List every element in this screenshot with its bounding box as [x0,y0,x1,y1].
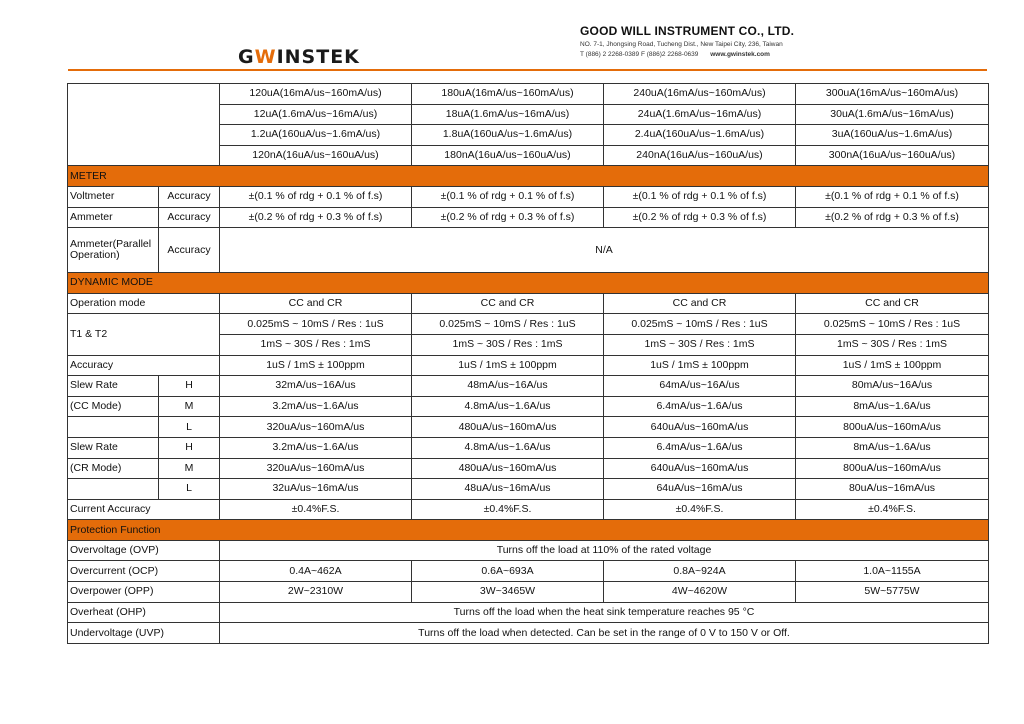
table-row [68,293,989,314]
range-label: L [159,479,220,500]
table-cell: 0.025mS ~ 10mS / Res : 1uS [412,314,604,335]
table-cell: Turns off the load when detected. Can be set in the range of 0 V to 150 V or Off. [220,623,989,644]
range-label: M [159,458,220,479]
section-title: Protection Function [68,520,989,541]
table-cell: 320uA/us~160mA/us [220,417,412,438]
row-label-empty [68,417,159,438]
row-label: Slew Rate [68,376,159,397]
table-cell: 320uA/us~160mA/us [220,458,412,479]
row-label: Accuracy [68,355,220,376]
row-label: Overpower (OPP) [68,582,220,603]
table-cell: ±0.4%F.S. [796,499,989,520]
table-cell: 1mS ~ 30S / Res : 1mS [604,334,796,355]
section-header-meter [68,166,989,187]
table-cell: 48mA/us~16A/us [412,376,604,397]
table-row [68,623,989,644]
table-cell: ±0.4%F.S. [412,499,604,520]
row-sublabel: Accuracy [159,207,220,228]
row-label: Current Accuracy [68,499,220,520]
table-cell: ±(0.1 % of rdg + 0.1 % of f.s) [604,186,796,207]
table-row [68,376,989,397]
table-cell: 300nA(16uA/us~160uA/us) [796,145,989,166]
row-sublabel: Accuracy [159,186,220,207]
row-label: Ammeter(Parallel Operation) [68,228,159,273]
table-cell: 12uA(1.6mA/us~16mA/us) [220,104,412,125]
section-header-protection [68,520,989,541]
table-row [68,602,989,623]
table-cell: 120uA(16mA/us~160mA/us) [220,84,412,105]
table-row [68,186,989,207]
table-cell: Turns off the load at 110% of the rated voltage [220,540,989,561]
table-cell: CC and CR [220,293,412,314]
table-cell: 80mA/us~16A/us [796,376,989,397]
table-cell: ±(0.1 % of rdg + 0.1 % of f.s) [220,186,412,207]
section-title: METER [68,166,989,187]
company-contact [580,51,1000,58]
table-row [68,561,989,582]
table-cell: 24uA(1.6mA/us~16mA/us) [604,104,796,125]
table-cell: 1uS / 1mS ± 100ppm [220,355,412,376]
table-row [68,84,989,105]
table-cell: 800uA/us~160mA/us [796,458,989,479]
table-row [68,417,989,438]
table-cell: 4.8mA/us~1.6A/us [412,396,604,417]
row-label: (CC Mode) [68,396,159,417]
range-label: H [159,376,220,397]
table-row [68,228,989,273]
range-label: L [159,417,220,438]
table-cell: 0.8A~924A [604,561,796,582]
table-cell: 64mA/us~16A/us [604,376,796,397]
table-row [68,458,989,479]
table-row [68,582,989,603]
company-name: GOOD WILL INSTRUMENT CO., LTD. [580,24,795,38]
table-cell: 5W~5775W [796,582,989,603]
table-cell: 4.8mA/us~1.6A/us [412,437,604,458]
row-label: T1 & T2 [68,314,220,355]
gwinstek-logo: GWINSTEK [238,46,360,68]
table-cell: 48uA/us~16mA/us [412,479,604,500]
table-cell: Turns off the load when the heat sink temperature reaches 95 °C [220,602,989,623]
section-header-dynamic [68,273,989,294]
table-cell: ±(0.1 % of rdg + 0.1 % of f.s) [412,186,604,207]
header-divider [68,69,987,71]
table-cell: ±0.4%F.S. [220,499,412,520]
table-cell: 640uA/us~160mA/us [604,417,796,438]
table-cell: CC and CR [604,293,796,314]
table-row [68,437,989,458]
row-label: Overcurrent (OCP) [68,561,220,582]
table-row [68,207,989,228]
row-label: Undervoltage (UVP) [68,623,220,644]
website-link[interactable]: www.gwinstek.com [710,51,770,58]
table-row [68,314,989,335]
row-label: (CR Mode) [68,458,159,479]
phone-fax: T (886) 2 2268-0389 F (886)2 2268-0639 [580,51,699,58]
table-row [68,499,989,520]
table-cell: 1mS ~ 30S / Res : 1mS [220,334,412,355]
table-cell: 8mA/us~1.6A/us [796,437,989,458]
table-cell: 3.2mA/us~1.6A/us [220,396,412,417]
table-cell: 800uA/us~160mA/us [796,417,989,438]
table-cell: 32mA/us~16A/us [220,376,412,397]
table-cell: 1.0A~1155A [796,561,989,582]
table-cell: 0.4A~462A [220,561,412,582]
row-label: Overvoltage (OVP) [68,540,220,561]
table-row [68,479,989,500]
table-cell: 180uA(16mA/us~160mA/us) [412,84,604,105]
company-address: NO. 7-1, Jhongsing Road, Tucheng Dist., New Taipei City, 236, Taiwan [580,41,783,48]
table-cell: 80uA/us~16mA/us [796,479,989,500]
table-cell: ±(0.1 % of rdg + 0.1 % of f.s) [796,186,989,207]
table-cell: 640uA/us~160mA/us [604,458,796,479]
table-cell: 240nA(16uA/us~160uA/us) [604,145,796,166]
table-cell: 1uS / 1mS ± 100ppm [412,355,604,376]
table-cell: CC and CR [796,293,989,314]
table-cell: 6.4mA/us~1.6A/us [604,437,796,458]
company-info [580,24,1000,58]
table-cell: ±(0.2 % of rdg + 0.3 % of f.s) [220,207,412,228]
table-cell: 0.025mS ~ 10mS / Res : 1uS [796,314,989,335]
table-cell: 1uS / 1mS ± 100ppm [604,355,796,376]
row-sublabel: Accuracy [159,228,220,273]
table-cell: 120nA(16uA/us~160uA/us) [220,145,412,166]
table-cell: 4W~4620W [604,582,796,603]
table-cell: 1mS ~ 30S / Res : 1mS [796,334,989,355]
table-cell: ±0.4%F.S. [604,499,796,520]
table-cell: ±(0.2 % of rdg + 0.3 % of f.s) [604,207,796,228]
table-cell: 0.6A~693A [412,561,604,582]
table-cell: 1.8uA(160uA/us~1.6mA/us) [412,125,604,146]
table-cell: 3W~3465W [412,582,604,603]
table-cell: 18uA(1.6mA/us~16mA/us) [412,104,604,125]
table-cell: 2.4uA(160uA/us~1.6mA/us) [604,125,796,146]
spec-table [67,83,989,644]
table-row [68,355,989,376]
row-label: Slew Rate [68,437,159,458]
row-label: Overheat (OHP) [68,602,220,623]
table-cell: 3uA(160uA/us~1.6mA/us) [796,125,989,146]
table-cell: N/A [220,228,989,273]
table-cell: 2W~2310W [220,582,412,603]
table-cell: 240uA(16mA/us~160mA/us) [604,84,796,105]
table-cell: 32uA/us~16mA/us [220,479,412,500]
table-cell: 3.2mA/us~1.6A/us [220,437,412,458]
table-cell: 1uS / 1mS ± 100ppm [796,355,989,376]
table-cell: 30uA(1.6mA/us~16mA/us) [796,104,989,125]
section-title: DYNAMIC MODE [68,273,989,294]
row-label-empty [68,479,159,500]
table-cell: 180nA(16uA/us~160uA/us) [412,145,604,166]
table-cell: 0.025mS ~ 10mS / Res : 1uS [604,314,796,335]
range-label: M [159,396,220,417]
table-cell: ±(0.2 % of rdg + 0.3 % of f.s) [796,207,989,228]
table-cell: 480uA/us~160mA/us [412,458,604,479]
row-label: Ammeter [68,207,159,228]
table-row [68,396,989,417]
table-cell: 480uA/us~160mA/us [412,417,604,438]
range-label: H [159,437,220,458]
table-cell: 300uA(16mA/us~160mA/us) [796,84,989,105]
table-cell: 0.025mS ~ 10mS / Res : 1uS [220,314,412,335]
table-row [68,540,989,561]
row-label: Operation mode [68,293,220,314]
table-cell: 6.4mA/us~1.6A/us [604,396,796,417]
table-cell: 1mS ~ 30S / Res : 1mS [412,334,604,355]
empty-label-cell [68,84,220,166]
table-cell: 1.2uA(160uA/us~1.6mA/us) [220,125,412,146]
table-cell: CC and CR [412,293,604,314]
table-cell: ±(0.2 % of rdg + 0.3 % of f.s) [412,207,604,228]
table-cell: 8mA/us~1.6A/us [796,396,989,417]
table-cell: 64uA/us~16mA/us [604,479,796,500]
row-label: Voltmeter [68,186,159,207]
